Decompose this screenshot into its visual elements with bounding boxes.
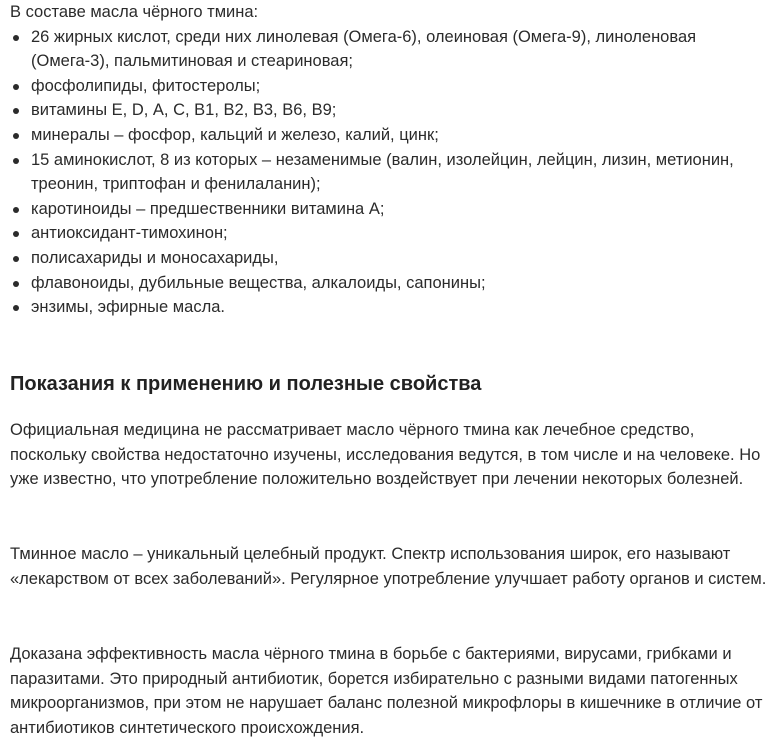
list-item: антиоксидант-тимохинон; (10, 221, 772, 246)
list-item: энзимы, эфирные масла. (10, 295, 772, 320)
list-item: полисахариды и моносахариды, (10, 246, 772, 271)
list-item: флавоноиды, дубильные вещества, алкалоиды, сапонины; (10, 271, 772, 296)
section-heading: Показания к применению и полезные свойства (10, 373, 482, 395)
list-item: витамины Е, D, А, С, В1, В2, В3, В6, В9; (10, 98, 772, 123)
composition-intro: В составе масла чёрного тмина: (10, 3, 259, 21)
list-item: 26 жирных кислот, среди них линолевая (Омега-6), олеиновая (Омега-9), линоленовая (Омега-3), пальмитиновая и стеариновая; (10, 25, 772, 74)
paragraph: Доказана эффективность масла чёрного тмина в борьбе с бактериями, вирусами, грибками и паразитами. Это природный антибиотик, борется избирательно с разными видами патогенных микроорганизмов, при этом не нарушает баланс полезной микрофлоры в кишечнике в отличие от антибиотиков синтетического происхождения. (10, 645, 763, 737)
list-item: фосфолипиды, фитостеролы; (10, 74, 772, 99)
composition-list (10, 25, 772, 320)
list-item: 15 аминокислот, 8 из которых – незаменимые (валин, изолейцин, лейцин, лизин, метионин, треонин, триптофан и фенилаланин); (10, 148, 772, 197)
paragraph: Официальная медицина не рассматривает масло чёрного тмина как лечебное средство, поскольку свойства недостаточно изучены, исследования ведутся, в том числе и на человеке. Но уже известно, что употребление положительно воздействует при лечении некоторых болезней. (10, 421, 761, 489)
list-item: минералы – фосфор, кальций и железо, калий, цинк; (10, 123, 772, 148)
list-item: каротиноиды – предшественники витамина А; (10, 197, 772, 222)
article-body (10, 0, 772, 737)
paragraph: Тминное масло – уникальный целебный продукт. Спектр использования широк, его называют «лекарством от всех заболеваний». Регулярное употребление улучшает работу органов и систем. (10, 545, 767, 588)
